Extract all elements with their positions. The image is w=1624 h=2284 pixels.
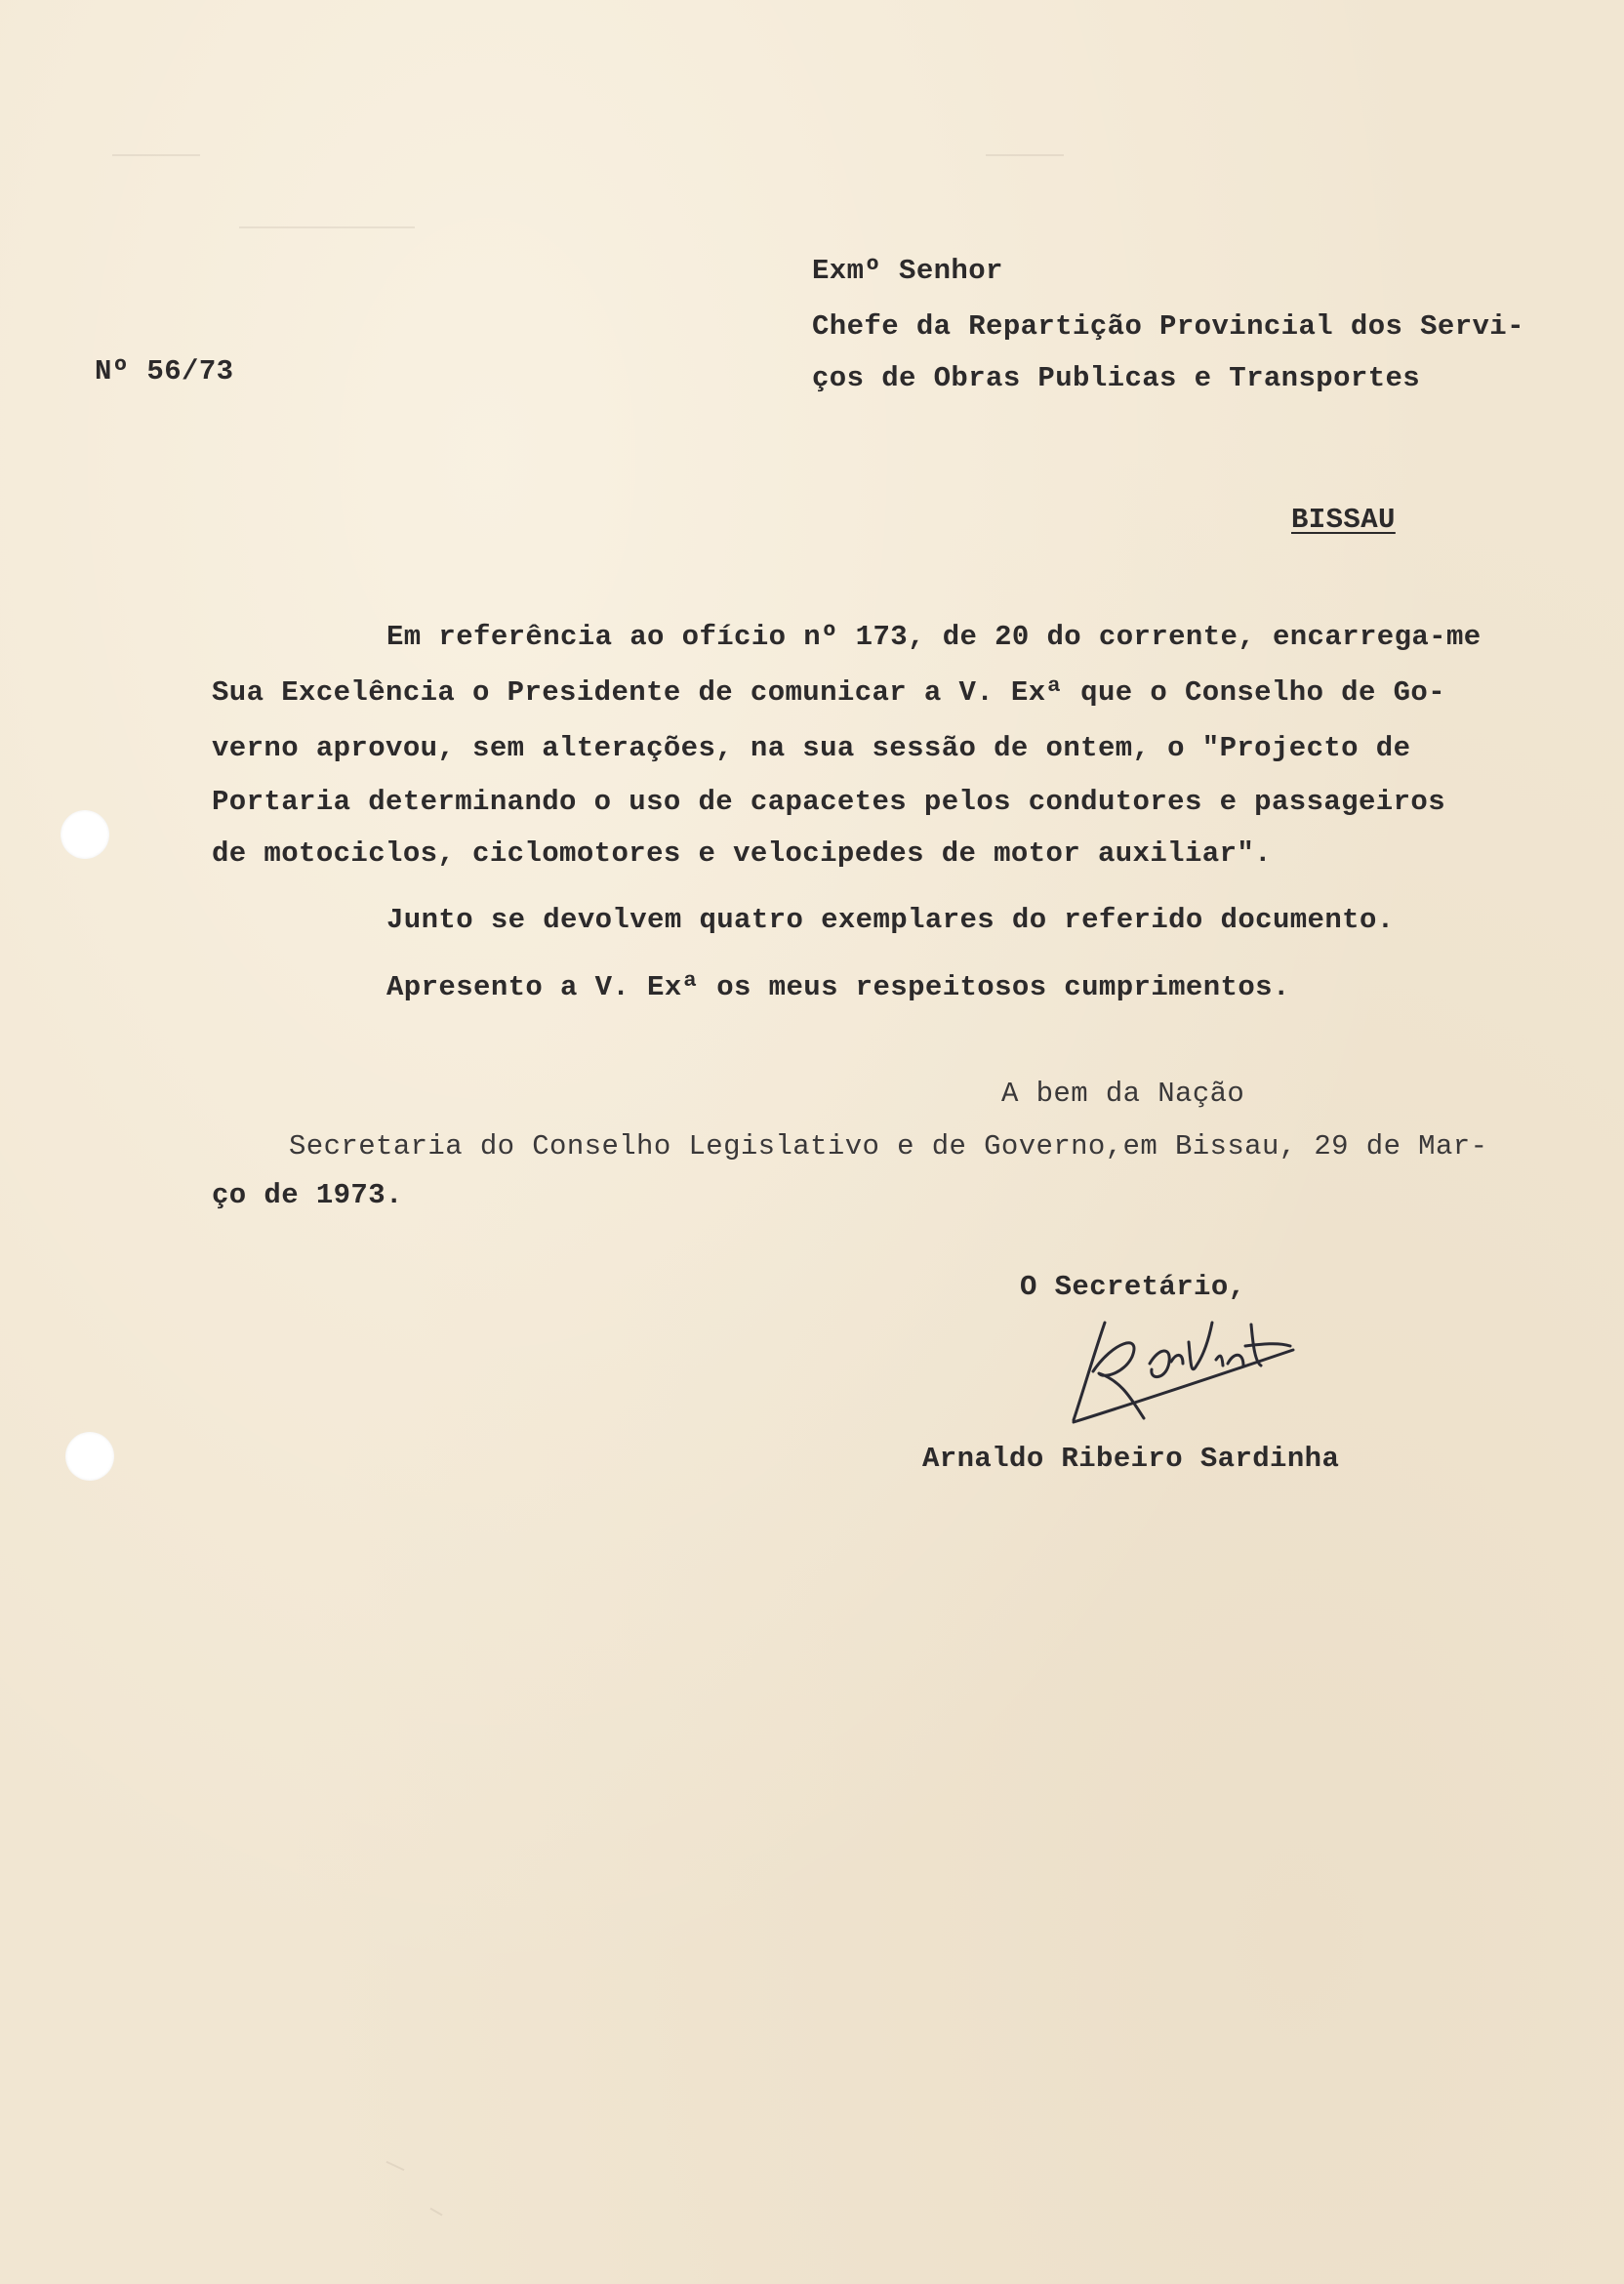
body-paragraph-1-line-5: de motociclos, ciclomotores e velocipedes de motor auxiliar". (212, 837, 1272, 870)
signatory-role: O Secretário, (1020, 1271, 1246, 1303)
signatory-name: Arnaldo Ribeiro Sardinha (922, 1443, 1340, 1475)
addressee-line-3: ços de Obras Publicas e Transportes (812, 362, 1421, 394)
faint-mark (986, 154, 1064, 156)
place-date-line-1: Secretaria do Conselho Legislativo e de Governo,em Bissau, 29 de Mar- (289, 1130, 1488, 1162)
reference-number: Nº 56/73 (95, 355, 234, 387)
body-paragraph-1-line-3: verno aprovou, sem alterações, na sua sessão de ontem, o "Projecto de (212, 732, 1411, 764)
addressee-salutation: Exmº Senhor (812, 255, 1003, 287)
punch-hole-lower (65, 1432, 114, 1481)
body-paragraph-3: Apresento a V. Exª os meus respeitosos cumprimentos. (386, 971, 1290, 1003)
body-paragraph-1-line-1: Em referência ao ofício nº 173, de 20 do corrente, encarrega-me (386, 621, 1482, 653)
addressee-city: BISSAU (1291, 504, 1396, 536)
handwritten-signature-icon (1035, 1303, 1308, 1430)
faint-mark (112, 154, 200, 156)
punch-hole-upper (61, 810, 109, 859)
faint-mark (429, 2208, 442, 2217)
body-paragraph-1-line-2: Sua Excelência o Presidente de comunicar a V. Exª que o Conselho de Go- (212, 676, 1446, 709)
addressee-line-2: Chefe da Repartição Provincial dos Servi- (812, 310, 1524, 343)
body-paragraph-2: Junto se devolvem quatro exemplares do referido documento. (386, 904, 1395, 936)
faint-mark (386, 2161, 405, 2171)
closing-salutation: A bem da Nação (1001, 1078, 1245, 1110)
place-date-line-2: ço de 1973. (212, 1179, 403, 1211)
faint-mark (239, 226, 415, 228)
body-paragraph-1-line-4: Portaria determinando o uso de capacetes pelos condutores e passageiros (212, 786, 1446, 818)
